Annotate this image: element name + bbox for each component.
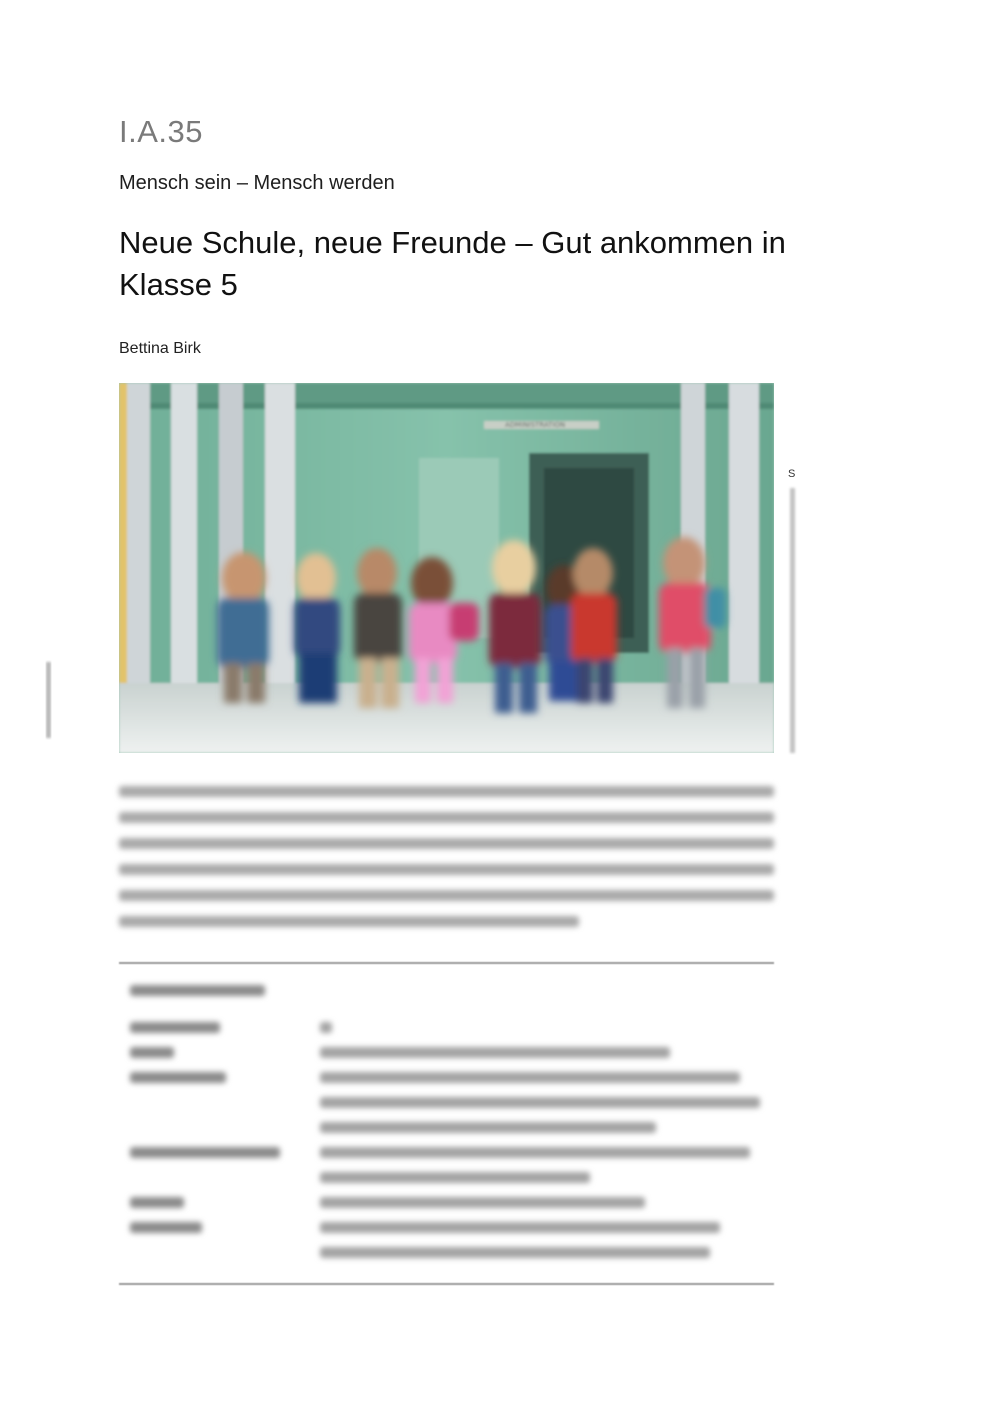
series-title: Mensch sein – Mensch werden: [119, 172, 395, 194]
image-credit-letter: S: [788, 468, 796, 480]
side-copyright-mark: [42, 660, 56, 740]
intro-paragraph-blurred: [119, 786, 774, 942]
bottom-divider: [119, 1283, 774, 1285]
image-credit-vertical: [786, 470, 800, 755]
competency-profile-blurred: [119, 985, 774, 1272]
author-name: Bettina Birk: [119, 340, 201, 357]
administration-sign: ADMINISTRATION: [505, 421, 566, 429]
document-code: I.A.35: [119, 114, 203, 149]
school-children-illustration: [119, 383, 774, 753]
top-divider: [119, 962, 774, 964]
hero-image: [119, 383, 774, 753]
image-credit-blurred-text: [786, 470, 800, 755]
document-title: Neue Schule, neue Freunde – Gut ankommen in Klasse 5: [119, 225, 786, 302]
